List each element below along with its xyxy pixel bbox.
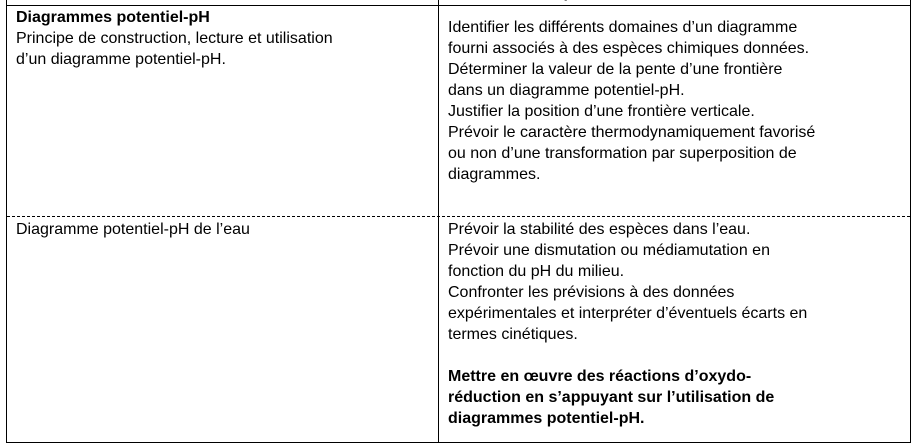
row2-bold-line: Mettre en œuvre des réactions d’oxydo-: [448, 368, 752, 385]
row-divider-dashed: [7, 216, 910, 217]
paragraph-gap: [448, 345, 807, 366]
row1-right-line: diagrammes.: [448, 166, 541, 183]
row2-right-line: Prévoir la stabilité des espèces dans l’eau.: [448, 221, 751, 238]
row1-right-line: Prévoir le caractère thermodynamiquement favorisé: [448, 124, 816, 141]
row2-right-line: termes cinétiques.: [448, 326, 578, 343]
section-title: Diagrammes potentiel-pH: [16, 9, 210, 26]
row2-bold-line: réduction en s’appuyant sur l’utilisation de: [448, 389, 775, 406]
row2-left-line: Diagramme potentiel-pH de l’eau: [16, 221, 250, 238]
row1-right-line: dans un diagramme potentiel-pH.: [448, 82, 685, 99]
row1-left-line: Principe de construction, lecture et utilisation: [16, 30, 333, 47]
row2-right-line: Prévoir une dismutation ou médiamutation en: [448, 242, 770, 259]
row2-bold-line: diagrammes potentiel-pH.: [448, 410, 645, 427]
row1-right-line: fourni associés à des espèces chimiques données.: [448, 40, 810, 57]
row1-right-line: Identifier les différents domaines d’un diagramme: [448, 19, 798, 36]
row1-right-cell: [448, 17, 815, 185]
row2-right-line: Confronter les prévisions à des données: [448, 284, 735, 301]
row1-right-line: Justifier la position d’une frontière verticale.: [448, 103, 755, 120]
row2-right-cell: [448, 219, 807, 429]
header-bottom-border: [7, 5, 910, 6]
program-table: [6, 0, 911, 443]
row2-left-cell: [16, 219, 250, 240]
row1-left-line: d’un diagramme potentiel-pH.: [16, 51, 226, 68]
row2-right-line: expérimentales et interpréter d’éventuels écarts en: [448, 305, 808, 322]
row2-right-line: fonction du pH du milieu.: [448, 263, 625, 280]
row1-left-cell: [16, 7, 333, 70]
row1-right-line: Déterminer la valeur de la pente d’une frontière: [448, 61, 783, 78]
row1-right-line: ou non d’une transformation par superposition de: [448, 145, 797, 162]
column-divider: [438, 0, 439, 442]
